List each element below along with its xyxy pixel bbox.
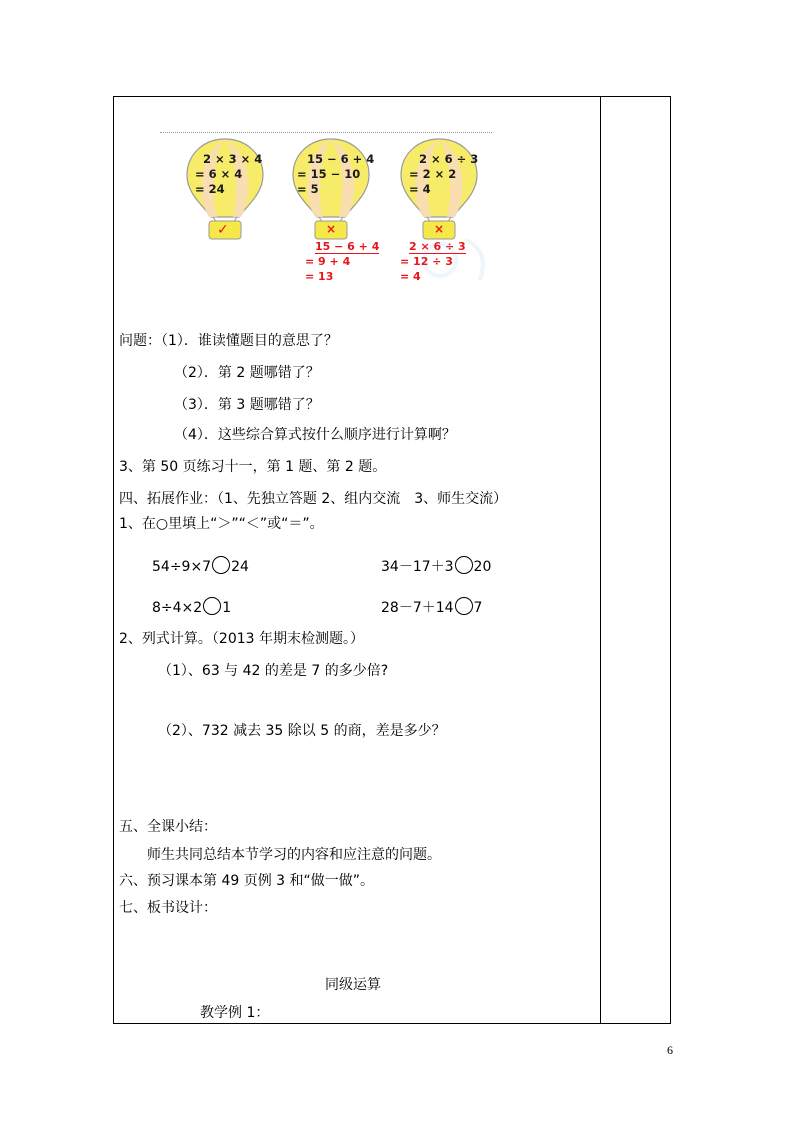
extension-task-1: 1、在○里填上“＞”“＜”或“＝”。 (119, 516, 324, 532)
board-title: 同级运算 (325, 977, 381, 993)
extension-task-2: 2、列式计算。（2013 年期末检测题。） (119, 631, 364, 647)
balloon-line: = 6 × 4 (195, 167, 243, 181)
balloon-line: 2 × 3 × 4 (203, 152, 263, 166)
question-3: （3）．第 3 题哪错了？ (174, 397, 320, 413)
question-4: （4）．这些综合算式按什么顺序进行计算啊？ (174, 427, 456, 443)
compare-left: 8÷4×2 (152, 600, 203, 616)
summary-body: 师生共同总结本节学习的内容和应注意的问题。 (147, 847, 441, 863)
correction-line: 2 × 6 ÷ 3 (409, 240, 466, 253)
correction-line: = 9 + 4 (305, 255, 351, 268)
correction-line: = 4 (400, 270, 421, 283)
answer-circle[interactable] (203, 597, 221, 615)
preview-line: 六、预习课本第 49 页例 3 和“做一做”。 (119, 873, 375, 889)
extension-heading: 四、拓展作业：（1、先独立答题 2、组内交流 3、师生交流） (119, 491, 508, 507)
correction-line: = 12 ÷ 3 (400, 255, 453, 268)
compare-right: 1 (222, 600, 232, 616)
page-number: 6 (667, 1043, 673, 1057)
balloon-line: 2 × 6 ÷ 3 (419, 152, 479, 166)
task-2-sub-1: （1）、63 与 42 的差是 7 的多少倍? (158, 663, 389, 679)
answer-circle[interactable] (212, 556, 230, 574)
compare-right: 7 (473, 600, 483, 616)
answer-circle[interactable] (455, 556, 473, 574)
answer-circle[interactable] (455, 597, 473, 615)
board-heading: 七、板书设计： (119, 900, 217, 916)
compare-left: 54÷9×7 (152, 559, 212, 575)
compare-left: 34－17＋3 (381, 559, 454, 575)
wrong-icon: × (434, 222, 445, 236)
compare-right: 20 (473, 559, 492, 575)
dotted-divider (160, 132, 492, 133)
correction-line: = 13 (305, 270, 334, 283)
summary-heading: 五、全课小结： (119, 819, 217, 835)
compare-right: 24 (231, 559, 249, 575)
balloon-2 (289, 135, 373, 243)
balloon-line: = 4 (409, 182, 431, 196)
compare-left: 28－7＋14 (381, 600, 454, 616)
balloon-line: = 2 × 2 (409, 167, 457, 181)
question-2: （2）．第 2 题哪错了？ (174, 365, 320, 381)
balloon-line: 15 − 6 + 4 (307, 152, 375, 166)
balloon-3 (397, 135, 481, 243)
table-column-divider (600, 96, 601, 1024)
compare-item-1 (152, 556, 249, 576)
balloon-line: = 15 − 10 (297, 167, 361, 181)
compare-item-2 (381, 556, 491, 576)
exercise-line: 3、第 50 页练习十一，第 1 题、第 2 题。 (119, 459, 387, 475)
balloon-line: = 5 (297, 182, 319, 196)
compare-item-3 (152, 597, 231, 617)
question-1: 问题：（1）．谁读懂题目的意思了？ (119, 333, 338, 349)
correction-line: 15 − 6 + 4 (315, 240, 380, 253)
balloon-1 (183, 135, 267, 243)
task-2-sub-2: （2）、732 减去 35 除以 5 的商，差是多少？ (158, 723, 446, 739)
compare-item-4 (381, 597, 482, 617)
wrong-icon: × (326, 222, 337, 236)
board-example: 教学例 1： (200, 1005, 270, 1021)
check-icon: ✓ (217, 222, 229, 238)
watermark-icon (420, 230, 500, 290)
balloon-line: = 24 (195, 182, 225, 196)
